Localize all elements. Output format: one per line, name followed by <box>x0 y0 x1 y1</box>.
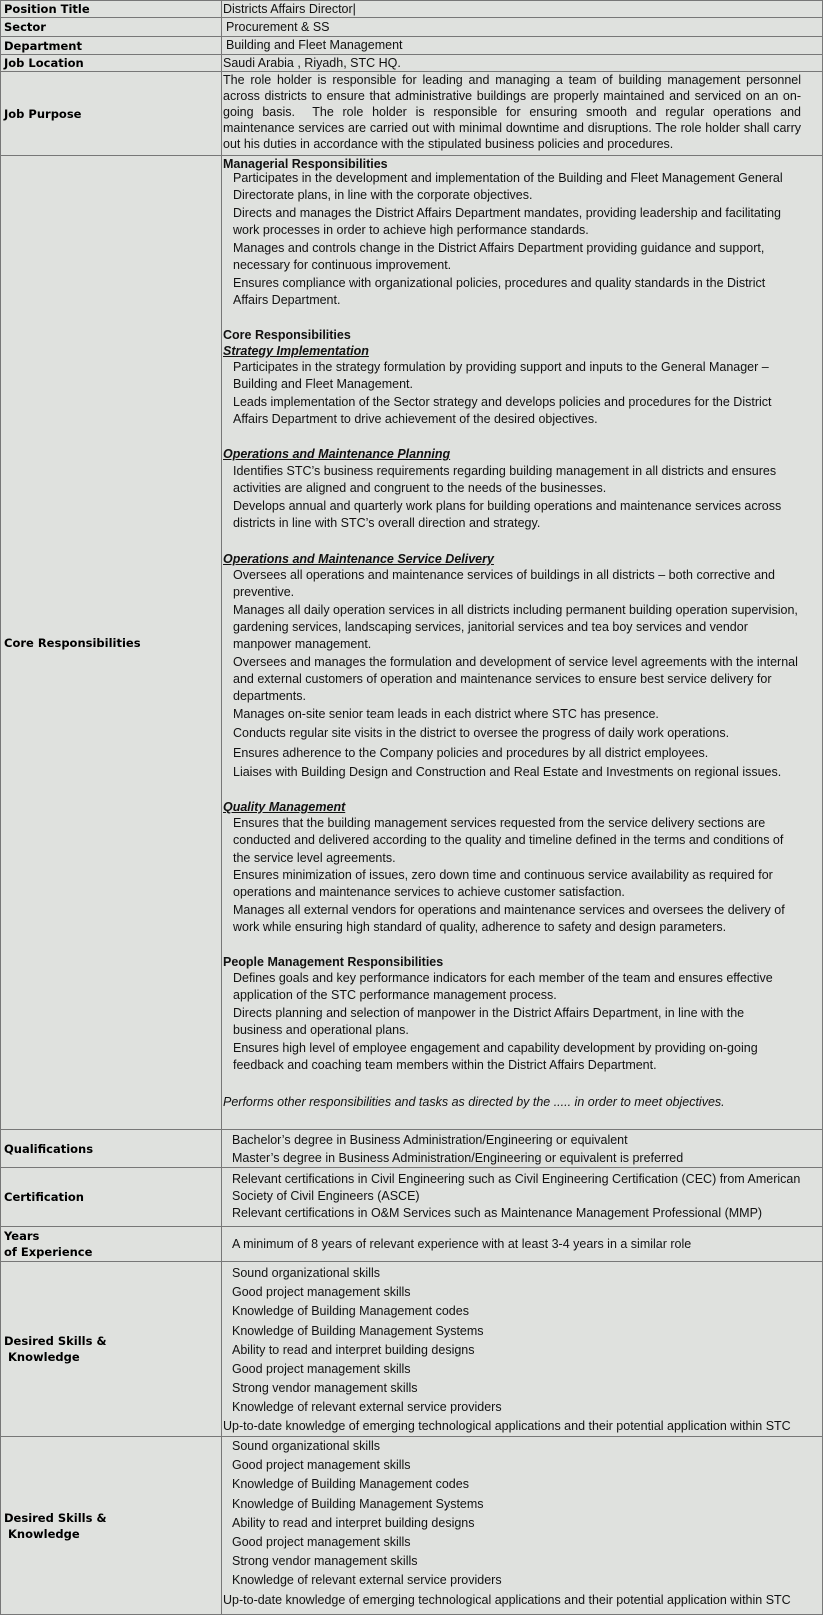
qualifications-cell <box>221 1129 823 1168</box>
department-value: Building and Fleet Management <box>226 38 403 52</box>
skill-item: Knowledge of Building Management Systems <box>232 1497 484 1511</box>
skill-item: Knowledge of relevant external service providers <box>232 1400 502 1414</box>
position-title-cell <box>221 0 823 18</box>
job-location-label: Job Location <box>0 54 222 72</box>
skill-item: Ability to read and interpret building designs <box>232 1343 475 1357</box>
om-planning-line: Develops annual and quarterly work plans for building operations and maintenance services across <box>233 499 782 513</box>
job-purpose-line: The role holder is responsible for leading and managing a team of building management personnel <box>223 73 801 87</box>
om-delivery-line: Liaises with Building Design and Construction and Real Estate and Investments on regional issues. <box>233 765 782 779</box>
sector-label: Sector <box>0 17 222 37</box>
skill-item: Good project management skills <box>232 1535 411 1549</box>
certification-label: Certification <box>0 1167 222 1227</box>
skill-item: Sound organizational skills <box>232 1439 381 1453</box>
managerial-line: necessary for continuous improvement. <box>233 258 452 272</box>
om-delivery-line: manpower management. <box>233 637 372 651</box>
desired-skills-label-1: Desired Skills & Knowledge <box>0 1261 222 1437</box>
core-responsibilities-cell <box>221 155 823 1130</box>
skills-footer: Up-to-date knowledge of emerging technological applications and their potential application within STC <box>223 1593 791 1607</box>
om-delivery-line: gardening services, landscaping services, janitorial services and tea boy services and vendor <box>233 620 748 634</box>
managerial-heading: Managerial Responsibilities <box>223 157 388 171</box>
managerial-line: Affairs Department. <box>233 293 341 307</box>
core-heading: Core Responsibilities <box>223 328 351 342</box>
experience-label: Years of Experience <box>0 1226 222 1262</box>
department-label: Department <box>0 36 222 55</box>
strategy-line: Affairs Department to drive achievement of the desired objectives. <box>233 412 598 426</box>
job-location-value: Saudi Arabia , Riyadh, STC HQ. <box>223 56 401 70</box>
skill-item: Knowledge of Building Management codes <box>232 1477 469 1491</box>
skill-item: Knowledge of relevant external service providers <box>232 1573 502 1587</box>
skill-item: Good project management skills <box>232 1362 411 1376</box>
skill-item: Good project management skills <box>232 1285 411 1299</box>
managerial-line: Directorate plans, in line with the corporate objectives. <box>233 188 533 202</box>
skills-footer: Up-to-date knowledge of emerging technological applications and their potential application within STC <box>223 1419 791 1433</box>
job-purpose-line: out his duties in accordance with the stipulated business policies and procedures. <box>223 137 674 151</box>
job-purpose-line: going basis. The role holder is responsible for ensuring smooth and regular operations and <box>223 105 801 119</box>
om-delivery-line: Ensures adherence to the Company policies and procedures by all district employees. <box>233 746 709 760</box>
managerial-line: Ensures compliance with organizational policies, procedures and quality standards in the District <box>233 276 766 290</box>
quality-line: Manages all external vendors for operations and maintenance services and oversees the delivery of <box>233 903 785 917</box>
job-purpose-label: Job Purpose <box>0 71 222 156</box>
om-delivery-heading: Operations and Maintenance Service Delivery <box>223 552 494 566</box>
qualification-line: Master’s degree in Business Administration/Engineering or equivalent is preferred <box>232 1151 684 1165</box>
managerial-line: work processes in order to achieve high performance standards. <box>233 223 589 237</box>
certification-line: Relevant certifications in Civil Engineering such as Civil Engineering Certification (CEC) from American <box>232 1172 801 1186</box>
certification-cell <box>221 1167 823 1227</box>
managerial-line: Directs and manages the District Affairs Department mandates, providing leadership and facilitating <box>233 206 781 220</box>
quality-line: conducted and delivered according to the quality and timeline defined in the terms and conditions of <box>233 833 784 847</box>
people-line: application of the STC performance management process. <box>233 988 557 1002</box>
sector-cell <box>221 17 823 37</box>
desired-skills-label-2: Desired Skills & Knowledge <box>0 1436 222 1615</box>
managerial-line: Manages and controls change in the District Affairs Department providing guidance and support, <box>233 241 765 255</box>
experience-value: A minimum of 8 years of relevant experience with at least 3-4 years in a similar role <box>232 1237 692 1251</box>
skill-item: Strong vendor management skills <box>232 1554 418 1568</box>
skill-item: Sound organizational skills <box>232 1266 381 1280</box>
desired-skills-cell-2 <box>221 1436 823 1615</box>
closing-note: Performs other responsibilities and tasks as directed by the ..... in order to meet objectives. <box>223 1095 725 1109</box>
om-delivery-line: Conducts regular site visits in the district to oversee the progress of daily work operations. <box>233 726 730 740</box>
quality-line: work while ensuring high standard of quality, adherence to safety and design parameters. <box>233 920 727 934</box>
position-title-label: Position Title <box>0 0 222 18</box>
quality-line: Ensures minimization of issues, zero down time and continuous service availability as required for <box>233 868 773 882</box>
strategy-line: Building and Fleet Management. <box>233 377 413 391</box>
om-delivery-line: Manages all daily operation services in all districts including permanent building operation supervision, <box>233 603 798 617</box>
qualification-line: Bachelor’s degree in Business Administration/Engineering or equivalent <box>232 1133 628 1147</box>
om-delivery-line: departments. <box>233 689 306 703</box>
people-line: business and operational plans. <box>233 1023 409 1037</box>
job-purpose-line: across districts to ensure that administrative buildings are properly maintained and serviced on an on- <box>223 89 801 103</box>
strategy-line: Participates in the strategy formulation by providing support and inputs to the General Manager – <box>233 360 769 374</box>
skill-item: Knowledge of Building Management Systems <box>232 1324 484 1338</box>
quality-line: Ensures that the building management services requested from the service delivery sections are <box>233 816 766 830</box>
quality-line: operations and maintenance services to achieve customer satisfaction. <box>233 885 625 899</box>
om-planning-line: activities are aligned and congruent to the needs of the businesses. <box>233 481 607 495</box>
skill-item: Good project management skills <box>232 1458 411 1472</box>
om-delivery-line: Oversees and manages the formulation and development of service level agreements with the internal <box>233 655 798 669</box>
people-line: feedback and coaching team members within the District Affairs Department. <box>233 1058 657 1072</box>
position-title-value: Districts Affairs Director| <box>223 2 356 16</box>
om-delivery-line: Manages on-site senior team leads in each district where STC has presence. <box>233 707 659 721</box>
job-purpose-line: maintenance services are carried out with minimal downtime and disruptions. The role holder shall carry <box>223 121 801 135</box>
job-purpose-cell <box>221 71 823 156</box>
sector-value: Procurement & SS <box>226 20 330 34</box>
om-delivery-line: preventive. <box>233 585 295 599</box>
skill-item: Ability to read and interpret building designs <box>232 1516 475 1530</box>
department-cell <box>221 36 823 55</box>
desired-skills-cell-1 <box>221 1261 823 1437</box>
om-delivery-line: and external customers of operation and maintenance services to ensure best service delivery for <box>233 672 772 686</box>
people-heading: People Management Responsibilities <box>223 955 444 969</box>
quality-heading: Quality Management <box>223 800 346 814</box>
certification-line: Relevant certifications in O&M Services such as Maintenance Management Professional (MMP) <box>232 1206 763 1220</box>
om-planning-heading: Operations and Maintenance Planning <box>223 447 451 461</box>
core-responsibilities-label: Core Responsibilities <box>0 155 222 1130</box>
om-planning-line: districts in line with STC’s overall direction and strategy. <box>233 516 541 530</box>
qualifications-label: Qualifications <box>0 1129 222 1168</box>
om-delivery-line: Oversees all operations and maintenance services of buildings in all districts – both corrective and <box>233 568 775 582</box>
strategy-line: Leads implementation of the Sector strategy and develops policies and procedures for the District <box>233 395 772 409</box>
people-line: Ensures high level of employee engagement and capability development by providing on-going <box>233 1041 758 1055</box>
quality-line: the service level agreements. <box>233 851 396 865</box>
managerial-line: Participates in the development and implementation of the Building and Fleet Management General <box>233 171 783 185</box>
om-planning-line: Identifies STC’s business requirements regarding building management in all districts and ensures <box>233 464 777 478</box>
strategy-heading: Strategy Implementation <box>223 344 369 358</box>
skill-item: Knowledge of Building Management codes <box>232 1304 469 1318</box>
people-line: Defines goals and key performance indicators for each member of the team and ensures effective <box>233 971 773 985</box>
job-location-cell <box>221 54 823 72</box>
certification-line: Society of Civil Engineers (ASCE) <box>232 1189 420 1203</box>
experience-cell <box>221 1226 823 1262</box>
people-line: Directs planning and selection of manpower in the District Affairs Department, in line with the <box>233 1006 745 1020</box>
skill-item: Strong vendor management skills <box>232 1381 418 1395</box>
